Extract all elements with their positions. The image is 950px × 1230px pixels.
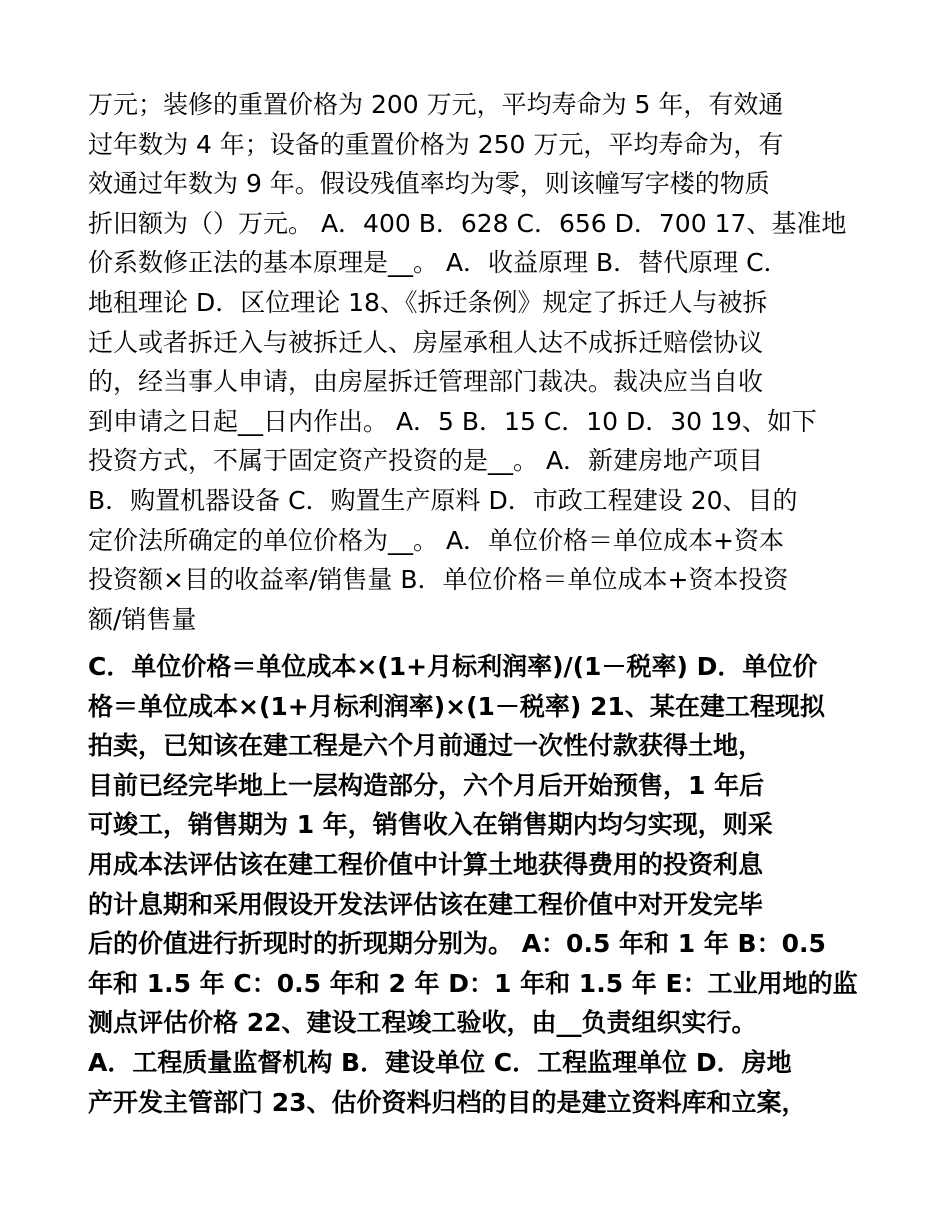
- text-line: 效通过年数为 9 年。假设残值率均为零，则该幢写字楼的物质: [88, 169, 770, 199]
- text-line: 投资方式，不属于固定资产投资的是__。 A．新建房地产项目: [88, 446, 764, 476]
- text-line: 可竣工，销售期为 1 年，销售收入在销售期内均匀实现，则采: [88, 810, 773, 840]
- text-line: 格＝单位成本×(1+月标利润率)×(1－税率) 21、某在建工程现拟: [88, 691, 825, 721]
- text-line: 价系数修正法的基本原理是__。 A．收益原理 B．替代原理 C．: [88, 248, 789, 278]
- paragraph-2: [88, 647, 868, 1122]
- text-line: 年和 1.5 年 C：0.5 年和 2 年 D：1 年和 1.5 年 E：工业用地的监: [88, 968, 858, 998]
- text-line: 测点评估价格 22、建设工程竣工验收，由__负责组织实行。: [88, 1008, 757, 1038]
- text-line: 拍卖，已知该在建工程是六个月前通过一次性付款获得土地，: [88, 731, 764, 761]
- text-line: 额/销售量: [88, 604, 197, 634]
- text-line: 的，经当事人申请，由房屋拆迁管理部门裁决。裁决应当自收: [88, 367, 764, 397]
- text-line: 到申请之日起__日内作出。 A．5 B．15 C．10 D．30 19、如下: [88, 406, 817, 436]
- text-line: 迁人或者拆迁入与被拆迁人、房屋承租人达不成拆迁赔偿协议: [88, 327, 764, 357]
- text-line: 万元；装修的重置价格为 200 万元，平均寿命为 5 年，有效通: [88, 90, 784, 119]
- text-line: B．购置机器设备 C．购置生产原料 D．市政工程建设 20、目的: [88, 485, 798, 515]
- text-line: 过年数为 4 年；设备的重置价格为 250 万元，平均寿命为，有: [88, 129, 784, 159]
- text-line: 地租理论 D．区位理论 18、《拆迁条例》规定了拆迁人与被拆: [88, 287, 768, 317]
- text-line: 的计息期和采用假设开发法评估该在建工程价值中对开发完毕: [88, 889, 764, 919]
- text-line: 定价法所确定的单位价格为__。 A．单位价格＝单位成本+资本: [88, 525, 784, 555]
- text-line: 用成本法评估该在建工程价值中计算土地获得费用的投资利息: [88, 849, 764, 879]
- paragraph-1: [88, 85, 868, 639]
- text-line: 投资额×目的收益率/销售量 B．单位价格＝单位成本+资本投资: [88, 565, 789, 595]
- text-line: 产开发主管部门 23、估价资料归档的目的是建立资料库和立案，: [88, 1087, 807, 1117]
- text-line: 后的价值进行折现时的折现期分别为。 A：0.5 年和 1 年 B：0.5: [88, 929, 826, 959]
- text-line: 折旧额为（）万元。 A．400 B．628 C．656 D．700 17、基准地: [88, 208, 847, 238]
- text-line: C．单位价格＝单位成本×(1+月标利润率)/(1－税率) D．单位价: [88, 652, 818, 681]
- text-line: 目前已经完毕地上一层构造部分，六个月后开始预售，1 年后: [88, 770, 765, 800]
- text-line: A．工程质量监督机构 B．建设单位 C．工程监理单位 D．房地: [88, 1047, 792, 1077]
